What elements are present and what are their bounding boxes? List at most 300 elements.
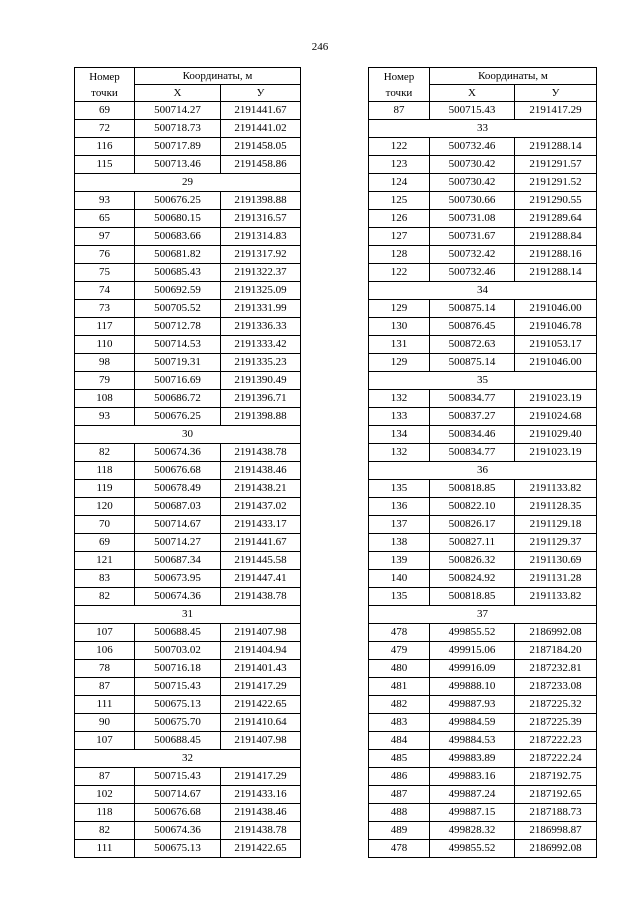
point-number-header-line1: Номер: [89, 70, 120, 83]
y-coordinate-cell: 2191438.78: [221, 822, 301, 840]
y-coordinate-cell: 2187222.24: [515, 750, 597, 768]
point-number-header: [75, 68, 135, 102]
table-row: [369, 678, 597, 696]
table-row: [369, 696, 597, 714]
y-coordinate-cell: 2191325.09: [221, 282, 301, 300]
y-coordinate-cell: 2191046.00: [515, 300, 597, 318]
point-number-cell: 136: [369, 498, 430, 516]
table-row: [75, 840, 301, 858]
x-coordinate-cell: 499915.06: [430, 642, 515, 660]
table-row: [369, 228, 597, 246]
table-row: [369, 156, 597, 174]
x-coordinate-cell: 500714.67: [135, 516, 221, 534]
point-number-cell: 108: [75, 390, 135, 408]
point-number-cell: 93: [75, 192, 135, 210]
point-number-cell: 489: [369, 822, 430, 840]
x-coordinate-cell: 500714.27: [135, 534, 221, 552]
point-number-cell: 481: [369, 678, 430, 696]
point-number-cell: 485: [369, 750, 430, 768]
table-row: [369, 732, 597, 750]
point-number-cell: 65: [75, 210, 135, 228]
x-coordinate-cell: 500714.27: [135, 102, 221, 120]
x-coordinate-cell: 500834.77: [430, 390, 515, 408]
point-number-cell: 115: [75, 156, 135, 174]
y-coordinate-cell: 2191316.57: [221, 210, 301, 228]
x-coordinate-cell: 499855.52: [430, 624, 515, 642]
point-number-cell: 82: [75, 444, 135, 462]
point-number-cell: 118: [75, 462, 135, 480]
x-coordinate-cell: 500681.82: [135, 246, 221, 264]
section-label: 32: [75, 750, 301, 768]
y-coordinate-cell: 2191131.28: [515, 570, 597, 588]
y-coordinate-cell: 2187184.20: [515, 642, 597, 660]
y-coordinate-cell: 2191433.16: [221, 786, 301, 804]
x-coordinate-cell: 500827.11: [430, 534, 515, 552]
x-coordinate-cell: 500730.66: [430, 192, 515, 210]
y-header: У: [221, 85, 301, 102]
section-row: [369, 120, 597, 138]
section-label: 37: [369, 606, 597, 624]
table-row: [75, 696, 301, 714]
section-label: 30: [75, 426, 301, 444]
point-number-cell: 127: [369, 228, 430, 246]
x-coordinate-cell: 500715.43: [430, 102, 515, 120]
x-coordinate-cell: 499855.52: [430, 840, 515, 858]
table-row: [75, 570, 301, 588]
table-row: [369, 768, 597, 786]
y-coordinate-cell: 2186998.87: [515, 822, 597, 840]
x-coordinate-cell: 500731.08: [430, 210, 515, 228]
y-coordinate-cell: 2191438.78: [221, 588, 301, 606]
y-coordinate-cell: 2191024.68: [515, 408, 597, 426]
table-row: [75, 480, 301, 498]
table-row: [369, 822, 597, 840]
point-number-cell: 488: [369, 804, 430, 822]
table-row: [75, 336, 301, 354]
table-row: [369, 336, 597, 354]
x-coordinate-cell: 500824.92: [430, 570, 515, 588]
table-row: [369, 318, 597, 336]
section-label: 35: [369, 372, 597, 390]
table-row: [369, 840, 597, 858]
table-row: [369, 534, 597, 552]
x-coordinate-cell: 500732.42: [430, 246, 515, 264]
x-coordinate-cell: 500826.17: [430, 516, 515, 534]
x-coordinate-cell: 500676.25: [135, 192, 221, 210]
table-row: [369, 246, 597, 264]
y-coordinate-cell: 2191445.58: [221, 552, 301, 570]
x-coordinate-cell: 500826.32: [430, 552, 515, 570]
y-coordinate-cell: 2191438.78: [221, 444, 301, 462]
table-row: [369, 624, 597, 642]
point-number-cell: 123: [369, 156, 430, 174]
table-row: [369, 354, 597, 372]
y-coordinate-cell: 2187232.81: [515, 660, 597, 678]
y-coordinate-cell: 2191314.83: [221, 228, 301, 246]
section-label: 31: [75, 606, 301, 624]
y-coordinate-cell: 2191407.98: [221, 732, 301, 750]
table-row: [75, 120, 301, 138]
y-coordinate-cell: 2186992.08: [515, 840, 597, 858]
y-coordinate-cell: 2191129.37: [515, 534, 597, 552]
y-coordinate-cell: 2191441.02: [221, 120, 301, 138]
y-coordinate-cell: 2191046.00: [515, 354, 597, 372]
table-row: [369, 192, 597, 210]
x-coordinate-cell: 499887.24: [430, 786, 515, 804]
x-coordinate-cell: 500678.49: [135, 480, 221, 498]
x-coordinate-cell: 500732.46: [430, 264, 515, 282]
point-number-cell: 121: [75, 552, 135, 570]
x-coordinate-cell: 500676.25: [135, 408, 221, 426]
section-row: [369, 282, 597, 300]
x-coordinate-cell: 500688.45: [135, 732, 221, 750]
section-row: [75, 750, 301, 768]
point-number-header: [369, 68, 430, 102]
y-header: У: [515, 85, 597, 102]
table-row: [75, 228, 301, 246]
section-label: 34: [369, 282, 597, 300]
table-row: [75, 588, 301, 606]
y-coordinate-cell: 2191417.29: [221, 768, 301, 786]
x-coordinate-cell: 500834.46: [430, 426, 515, 444]
table-row: [369, 498, 597, 516]
x-coordinate-cell: 499888.10: [430, 678, 515, 696]
point-number-cell: 87: [75, 678, 135, 696]
x-coordinate-cell: 500674.36: [135, 444, 221, 462]
table-row: [369, 210, 597, 228]
section-label: 33: [369, 120, 597, 138]
point-number-cell: 132: [369, 444, 430, 462]
x-coordinate-cell: 500705.52: [135, 300, 221, 318]
x-coordinate-cell: 500730.42: [430, 156, 515, 174]
x-coordinate-cell: 500716.69: [135, 372, 221, 390]
table-row: [75, 264, 301, 282]
point-number-cell: 125: [369, 192, 430, 210]
y-coordinate-cell: 2191422.65: [221, 696, 301, 714]
point-number-cell: 97: [75, 228, 135, 246]
point-number-cell: 110: [75, 336, 135, 354]
section-row: [369, 372, 597, 390]
x-coordinate-cell: 500818.85: [430, 588, 515, 606]
point-number-cell: 479: [369, 642, 430, 660]
y-coordinate-cell: 2191023.19: [515, 444, 597, 462]
table-row: [369, 300, 597, 318]
x-coordinate-cell: 500715.43: [135, 678, 221, 696]
x-coordinate-cell: 500716.18: [135, 660, 221, 678]
y-coordinate-cell: 2191133.82: [515, 588, 597, 606]
y-coordinate-cell: 2191458.86: [221, 156, 301, 174]
header-row: [75, 68, 301, 85]
y-coordinate-cell: 2191133.82: [515, 480, 597, 498]
y-coordinate-cell: 2191053.17: [515, 336, 597, 354]
y-coordinate-cell: 2191433.17: [221, 516, 301, 534]
x-coordinate-cell: 500676.68: [135, 804, 221, 822]
table-row: [369, 138, 597, 156]
point-number-cell: 134: [369, 426, 430, 444]
table-row: [369, 264, 597, 282]
point-number-cell: 75: [75, 264, 135, 282]
table-row: [75, 210, 301, 228]
table-row: [369, 714, 597, 732]
x-coordinate-cell: 500712.78: [135, 318, 221, 336]
y-coordinate-cell: 2191129.18: [515, 516, 597, 534]
table-row: [369, 480, 597, 498]
point-number-cell: 133: [369, 408, 430, 426]
table-row: [369, 588, 597, 606]
point-number-cell: 487: [369, 786, 430, 804]
point-number-cell: 135: [369, 588, 430, 606]
table-row: [75, 462, 301, 480]
table-row: [75, 138, 301, 156]
section-row: [369, 606, 597, 624]
table-row: [75, 768, 301, 786]
section-label: 29: [75, 174, 301, 192]
point-number-cell: 138: [369, 534, 430, 552]
point-number-header-line2: точки: [385, 86, 413, 99]
table-row: [75, 714, 301, 732]
y-coordinate-cell: 2191335.23: [221, 354, 301, 372]
table-row: [369, 570, 597, 588]
x-coordinate-cell: 499884.53: [430, 732, 515, 750]
y-coordinate-cell: 2191290.55: [515, 192, 597, 210]
point-number-cell: 122: [369, 138, 430, 156]
y-coordinate-cell: 2191410.64: [221, 714, 301, 732]
point-number-cell: 79: [75, 372, 135, 390]
point-number-cell: 74: [75, 282, 135, 300]
x-coordinate-cell: 500837.27: [430, 408, 515, 426]
x-coordinate-cell: 500876.45: [430, 318, 515, 336]
table-row: [75, 804, 301, 822]
table-row: [75, 822, 301, 840]
table-row: [75, 444, 301, 462]
point-number-cell: 117: [75, 318, 135, 336]
table-row: [75, 390, 301, 408]
y-coordinate-cell: 2191390.49: [221, 372, 301, 390]
point-number-cell: 122: [369, 264, 430, 282]
table-row: [75, 372, 301, 390]
x-coordinate-cell: 499887.93: [430, 696, 515, 714]
y-coordinate-cell: 2187192.75: [515, 768, 597, 786]
table-row: [75, 660, 301, 678]
table-row: [369, 516, 597, 534]
table-row: [75, 318, 301, 336]
x-coordinate-cell: 500703.02: [135, 642, 221, 660]
point-number-cell: 480: [369, 660, 430, 678]
y-coordinate-cell: 2191289.64: [515, 210, 597, 228]
point-number-cell: 69: [75, 534, 135, 552]
point-number-cell: 128: [369, 246, 430, 264]
x-coordinate-cell: 500676.68: [135, 462, 221, 480]
point-number-cell: 482: [369, 696, 430, 714]
point-number-cell: 137: [369, 516, 430, 534]
y-coordinate-cell: 2191458.05: [221, 138, 301, 156]
y-coordinate-cell: 2191128.35: [515, 498, 597, 516]
x-coordinate-cell: 499884.59: [430, 714, 515, 732]
point-number-cell: 484: [369, 732, 430, 750]
x-coordinate-cell: 500717.89: [135, 138, 221, 156]
y-coordinate-cell: 2191441.67: [221, 534, 301, 552]
y-coordinate-cell: 2191331.99: [221, 300, 301, 318]
x-coordinate-cell: 500683.66: [135, 228, 221, 246]
point-number-cell: 478: [369, 624, 430, 642]
y-coordinate-cell: 2191336.33: [221, 318, 301, 336]
x-coordinate-cell: 500692.59: [135, 282, 221, 300]
header-row: [369, 68, 597, 85]
y-coordinate-cell: 2191438.21: [221, 480, 301, 498]
coordinates-table-right: [368, 67, 597, 858]
x-coordinate-cell: 500685.43: [135, 264, 221, 282]
point-number-cell: 83: [75, 570, 135, 588]
point-number-cell: 73: [75, 300, 135, 318]
point-number-cell: 111: [75, 840, 135, 858]
y-coordinate-cell: 2191398.88: [221, 408, 301, 426]
table-row: [369, 642, 597, 660]
x-coordinate-cell: 500731.67: [430, 228, 515, 246]
table-body: [75, 68, 301, 858]
point-number-cell: 118: [75, 804, 135, 822]
y-coordinate-cell: 2187192.65: [515, 786, 597, 804]
x-coordinate-cell: 500687.03: [135, 498, 221, 516]
x-coordinate-cell: 500875.14: [430, 354, 515, 372]
x-coordinate-cell: 499828.32: [430, 822, 515, 840]
table-row: [75, 156, 301, 174]
y-coordinate-cell: 2191029.40: [515, 426, 597, 444]
y-coordinate-cell: 2187225.39: [515, 714, 597, 732]
x-coordinate-cell: 500715.43: [135, 768, 221, 786]
x-coordinate-cell: 500872.63: [430, 336, 515, 354]
table-row: [369, 750, 597, 768]
x-coordinate-cell: 500719.31: [135, 354, 221, 372]
x-coordinate-cell: 499883.89: [430, 750, 515, 768]
point-number-cell: 82: [75, 588, 135, 606]
x-header: X: [430, 85, 515, 102]
point-number-cell: 111: [75, 696, 135, 714]
table-row: [369, 804, 597, 822]
table-row: [75, 408, 301, 426]
table-row: [75, 102, 301, 120]
point-number-cell: 106: [75, 642, 135, 660]
point-number-cell: 129: [369, 354, 430, 372]
x-coordinate-cell: 500714.53: [135, 336, 221, 354]
point-number-cell: 139: [369, 552, 430, 570]
table-row: [75, 192, 301, 210]
y-coordinate-cell: 2187225.32: [515, 696, 597, 714]
x-coordinate-cell: 500674.36: [135, 588, 221, 606]
y-coordinate-cell: 2187233.08: [515, 678, 597, 696]
table-row: [75, 282, 301, 300]
table-row: [369, 444, 597, 462]
x-coordinate-cell: 500834.77: [430, 444, 515, 462]
x-coordinate-cell: 500732.46: [430, 138, 515, 156]
point-number-cell: 98: [75, 354, 135, 372]
section-row: [75, 426, 301, 444]
x-coordinate-cell: 500822.10: [430, 498, 515, 516]
table-row: [75, 552, 301, 570]
y-coordinate-cell: 2191398.88: [221, 192, 301, 210]
x-coordinate-cell: 500718.73: [135, 120, 221, 138]
x-coordinate-cell: 500730.42: [430, 174, 515, 192]
section-row: [75, 174, 301, 192]
point-number-cell: 69: [75, 102, 135, 120]
point-number-cell: 70: [75, 516, 135, 534]
point-number-cell: 87: [369, 102, 430, 120]
point-number-cell: 119: [75, 480, 135, 498]
table-row: [369, 408, 597, 426]
table-row: [369, 174, 597, 192]
table-row: [75, 624, 301, 642]
y-coordinate-cell: 2191130.69: [515, 552, 597, 570]
section-row: [75, 606, 301, 624]
section-row: [369, 462, 597, 480]
point-number-cell: 102: [75, 786, 135, 804]
x-coordinate-cell: 500714.67: [135, 786, 221, 804]
y-coordinate-cell: 2191437.02: [221, 498, 301, 516]
point-number-cell: 135: [369, 480, 430, 498]
coordinates-header: Координаты, м: [135, 68, 301, 85]
table-row: [369, 786, 597, 804]
x-coordinate-cell: 500675.70: [135, 714, 221, 732]
x-coordinate-cell: 500675.13: [135, 840, 221, 858]
y-coordinate-cell: 2191417.29: [515, 102, 597, 120]
point-number-cell: 72: [75, 120, 135, 138]
table-row: [75, 516, 301, 534]
y-coordinate-cell: 2191404.94: [221, 642, 301, 660]
y-coordinate-cell: 2191288.14: [515, 264, 597, 282]
section-label: 36: [369, 462, 597, 480]
y-coordinate-cell: 2191407.98: [221, 624, 301, 642]
coordinates-header: Координаты, м: [430, 68, 597, 85]
x-coordinate-cell: 500674.36: [135, 822, 221, 840]
point-number-cell: 129: [369, 300, 430, 318]
table-body: [369, 68, 597, 858]
point-number-cell: 116: [75, 138, 135, 156]
x-coordinate-cell: 500686.72: [135, 390, 221, 408]
point-number-cell: 124: [369, 174, 430, 192]
point-number-cell: 107: [75, 732, 135, 750]
point-number-cell: 120: [75, 498, 135, 516]
point-number-cell: 90: [75, 714, 135, 732]
point-number-cell: 132: [369, 390, 430, 408]
point-number-cell: 78: [75, 660, 135, 678]
table-row: [369, 426, 597, 444]
x-coordinate-cell: 500875.14: [430, 300, 515, 318]
y-coordinate-cell: 2191333.42: [221, 336, 301, 354]
y-coordinate-cell: 2187188.73: [515, 804, 597, 822]
table-row: [75, 642, 301, 660]
table-row: [369, 102, 597, 120]
point-number-cell: 131: [369, 336, 430, 354]
table-row: [369, 660, 597, 678]
y-coordinate-cell: 2191291.52: [515, 174, 597, 192]
point-number-cell: 486: [369, 768, 430, 786]
point-number-cell: 140: [369, 570, 430, 588]
y-coordinate-cell: 2191438.46: [221, 462, 301, 480]
point-number-cell: 87: [75, 768, 135, 786]
x-coordinate-cell: 500687.34: [135, 552, 221, 570]
y-coordinate-cell: 2191422.65: [221, 840, 301, 858]
table-row: [75, 534, 301, 552]
point-number-header-line2: точки: [91, 86, 118, 99]
table-row: [75, 354, 301, 372]
table-row: [369, 552, 597, 570]
y-coordinate-cell: 2191317.92: [221, 246, 301, 264]
y-coordinate-cell: 2191046.78: [515, 318, 597, 336]
table-row: [369, 390, 597, 408]
point-number-cell: 130: [369, 318, 430, 336]
table-row: [75, 786, 301, 804]
y-coordinate-cell: 2191291.57: [515, 156, 597, 174]
point-number-cell: 82: [75, 822, 135, 840]
